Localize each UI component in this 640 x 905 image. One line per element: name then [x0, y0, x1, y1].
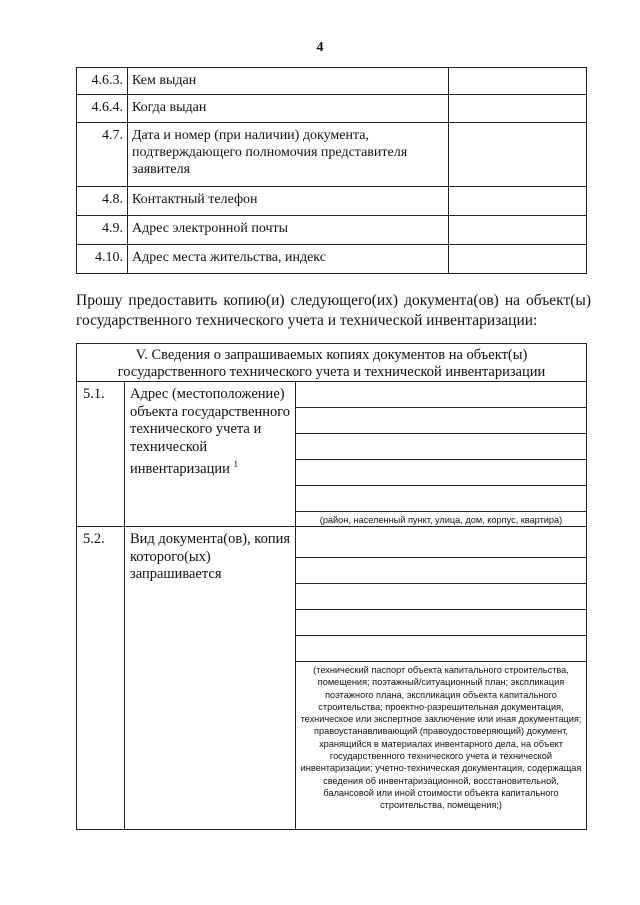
row-label: Когда выдан — [128, 95, 449, 123]
row-number: 4.6.3. — [77, 68, 128, 95]
table-row — [77, 123, 587, 187]
table-row — [77, 68, 587, 95]
row-value-field[interactable] — [449, 123, 587, 187]
document-type-hint: (технический паспорт объекта капитального строительства, помещения; поэтажный/ситуационный план; экспликация поэтажного плана, экспликация объекта капитального строительства; проектно-разрешительная документация, техническое или экспертное заключение или иная документация; правоустанавливающий (правоудостоверяющий) документ, хранящийся в материалах инвентарного дела, на объект государственного технического учета и технической инвентаризации; учетно-техническая документация, содержащая сведения об инвентаризационной, восстановительной, балансовой или иной стоимости объекта капитального строительства, помещения;) — [300, 665, 582, 811]
table-row — [77, 187, 587, 216]
row-label: Кем выдан — [128, 68, 449, 95]
request-intro-text: Прошу предоставить копию(и) следующего(их) документа(ов) на объект(ы) государственного технического учета и технической инвентаризации: — [76, 292, 591, 329]
address-field-line[interactable] — [295, 485, 586, 486]
address-hint: (район, населенный пункт, улица, дом, корпус, квартира) — [319, 515, 563, 525]
requested-documents-table — [76, 343, 587, 830]
table-row — [77, 95, 587, 123]
address-field-line[interactable] — [295, 511, 586, 512]
document-field-line[interactable] — [295, 557, 586, 558]
row-number: 4.6.4. — [77, 95, 128, 123]
row-divider — [77, 526, 586, 527]
section-header-line1: V. Сведения о запрашиваемых копиях документов на объект(ы) — [135, 347, 528, 363]
row-number: 4.7. — [77, 123, 128, 187]
address-field-line[interactable] — [295, 459, 586, 460]
row-number: 5.2. — [83, 531, 105, 547]
table-row — [77, 216, 587, 245]
row-number: 4.10. — [77, 245, 128, 274]
document-field-line[interactable] — [295, 609, 586, 610]
document-field-line[interactable] — [295, 635, 586, 636]
section-header — [77, 344, 586, 382]
address-field-line[interactable] — [295, 433, 586, 434]
table-row — [77, 245, 587, 274]
document-type-label: Вид документа(ов), копия которого(ых) запрашивается — [130, 531, 291, 582]
row-number: 4.8. — [77, 187, 128, 216]
address-label-text: Адрес (местоположение) объекта государственного технического учета и технической инвентаризации — [130, 386, 291, 477]
row-value-field[interactable] — [449, 187, 587, 216]
document-field-line[interactable] — [295, 583, 586, 584]
address-label — [130, 386, 295, 478]
document-field-line[interactable] — [295, 661, 586, 662]
row-label: Адрес электронной почты — [128, 216, 449, 245]
row-number: 5.1. — [83, 386, 105, 402]
row-value-field[interactable] — [449, 216, 587, 245]
footnote-marker: 1 — [233, 459, 239, 469]
row-label: Дата и номер (при наличии) документа, подтверждающего полномочия представителя заявителя — [128, 123, 449, 187]
section-header-line2: государственного технического учета и технической инвентаризации — [117, 364, 546, 380]
row-value-field[interactable] — [449, 68, 587, 95]
page-number: 4 — [316, 40, 324, 55]
row-label: Адрес места жительства, индекс — [128, 245, 449, 274]
column-divider — [124, 382, 125, 830]
row-label: Контактный телефон — [128, 187, 449, 216]
row-value-field[interactable] — [449, 95, 587, 123]
row-number: 4.9. — [77, 216, 128, 245]
applicant-info-table — [76, 67, 587, 274]
column-divider — [295, 382, 296, 830]
row-value-field[interactable] — [449, 245, 587, 274]
address-field-line[interactable] — [295, 407, 586, 408]
